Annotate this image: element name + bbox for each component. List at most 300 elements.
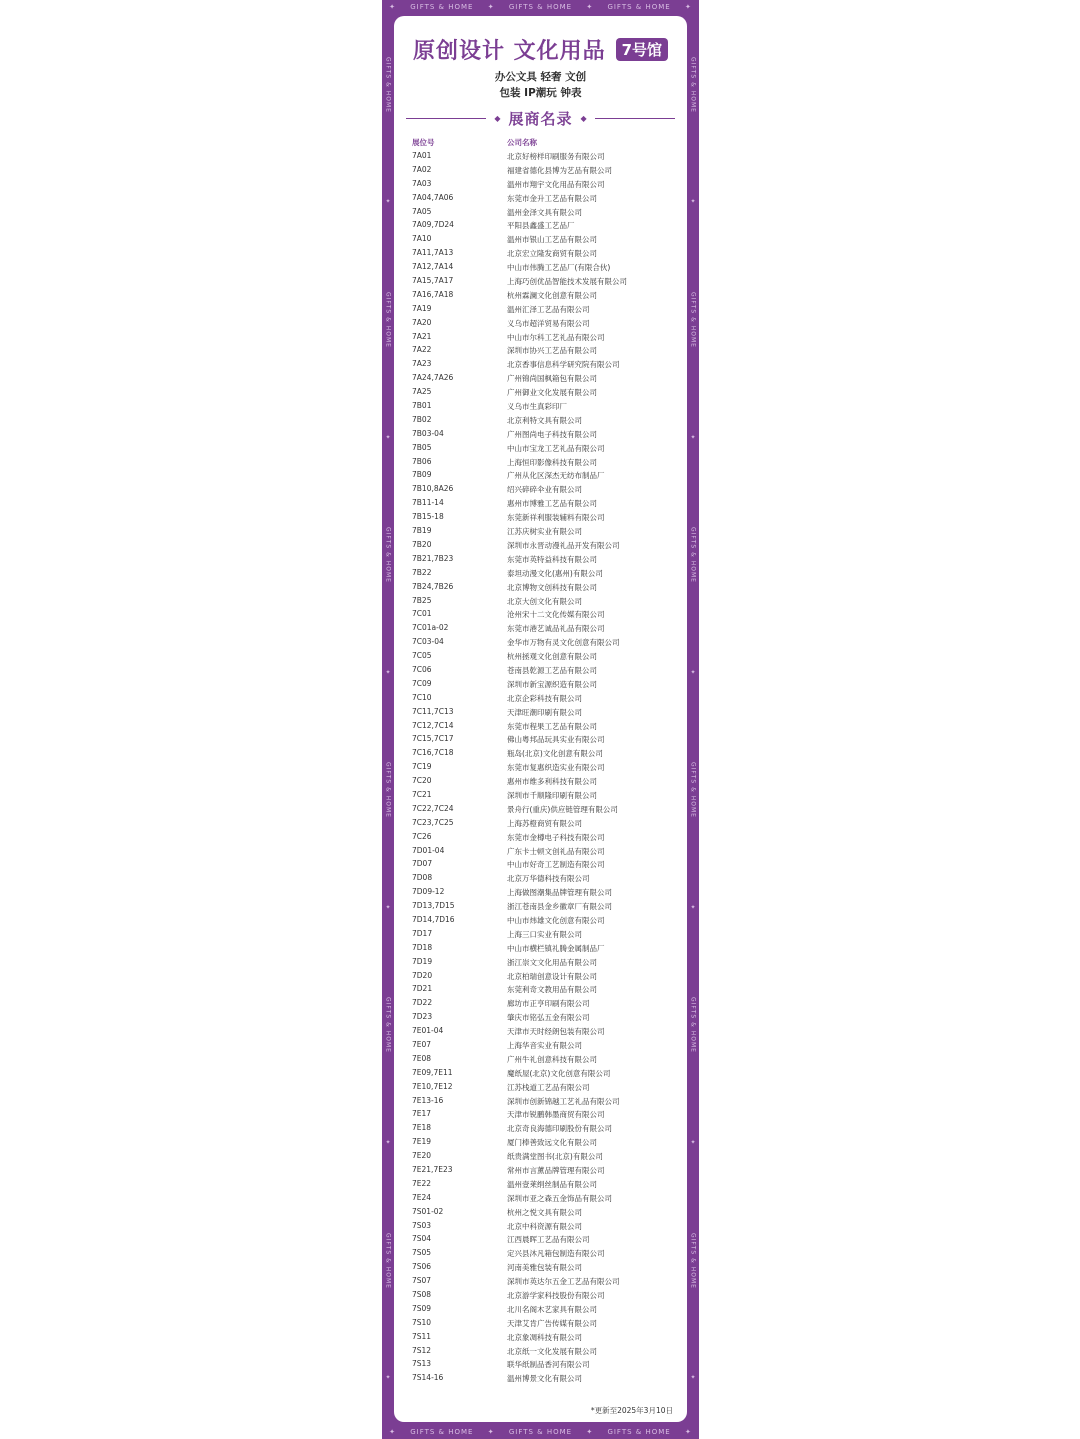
- table-row: [394, 206, 687, 220]
- booth-number: 7B02: [412, 414, 432, 424]
- border-text: GIFTS & HOME: [384, 997, 392, 1054]
- table-row: [394, 469, 687, 483]
- company-name: 佛山粤邦品玩具实业有限公司: [507, 735, 605, 745]
- table-row: [394, 1011, 687, 1025]
- border-text: GIFTS & HOME: [607, 1428, 671, 1436]
- booth-number: 7E13-16: [412, 1095, 444, 1105]
- update-note: *更新至2025年3月10日: [590, 1406, 673, 1415]
- booth-number: 7C19: [412, 762, 432, 772]
- table-row: [394, 1358, 687, 1372]
- booth-number: 7B25: [412, 595, 432, 605]
- border-star-icon: ✦: [689, 1374, 697, 1383]
- company-name: 广州牛礼创意科技有限公司: [507, 1054, 597, 1064]
- company-name: 金华市万物有灵文化创意有限公司: [507, 638, 620, 648]
- border-star-icon: ✦: [389, 3, 396, 11]
- booth-number: 7B22: [412, 567, 432, 577]
- booth-number: 7S04: [412, 1234, 432, 1244]
- table-row: [394, 1247, 687, 1261]
- table-row: [394, 386, 687, 400]
- company-name: 景舟行(重庆)供应链管理有限公司: [507, 804, 618, 814]
- booth-number: 7C23,7C25: [412, 817, 454, 827]
- border-text: GIFTS & HOME: [689, 56, 697, 113]
- table-row: [394, 428, 687, 442]
- table-row: [394, 1220, 687, 1234]
- table-row: [394, 1345, 687, 1359]
- table-row: [394, 1192, 687, 1206]
- company-name: 深圳市千顺隆印刷有限公司: [507, 790, 597, 800]
- booth-number: 7S08: [412, 1290, 432, 1300]
- booth-number: 7S03: [412, 1220, 432, 1230]
- company-name: 深圳市创新锦越工艺礼品有限公司: [507, 1096, 620, 1106]
- table-row: [394, 331, 687, 345]
- table-row: [394, 1108, 687, 1122]
- table-row: [394, 872, 687, 886]
- company-name: 北京游学家科技股份有限公司: [507, 1291, 605, 1301]
- border-text: GIFTS & HOME: [384, 291, 392, 348]
- border-star-icon: ✦: [487, 3, 495, 11]
- booth-number: 7E22: [412, 1178, 432, 1188]
- booth-number: 7A12,7A14: [412, 262, 454, 272]
- table-row: [394, 303, 687, 317]
- booth-number: 7C10: [412, 692, 432, 702]
- table-row: [394, 581, 687, 595]
- company-name: 魔纸屋(北京)文化创意有限公司: [507, 1068, 611, 1078]
- company-name: 东莞市复惠织造实业有限公司: [507, 763, 605, 773]
- company-name: 东莞利奇文教用品有限公司: [507, 985, 597, 995]
- table-row: [394, 1303, 687, 1317]
- border-star-icon: ✦: [384, 668, 392, 677]
- border-star-icon: ✦: [684, 1428, 692, 1436]
- booth-number: 7C20: [412, 776, 432, 786]
- border-text: GIFTS & HOME: [689, 762, 697, 819]
- table-row: [394, 1206, 687, 1220]
- booth-number: 7C06: [412, 664, 432, 674]
- company-name: 温州汇泽工艺品有限公司: [507, 304, 590, 314]
- company-name: 上海做图潮集品牌管理有限公司: [507, 888, 612, 898]
- company-name: 东莞新祥利服装辅料有限公司: [507, 513, 605, 523]
- right-border: [687, 14, 699, 1425]
- booth-number: 7S09: [412, 1303, 432, 1313]
- company-name: 深圳市协兴工艺品有限公司: [507, 346, 597, 356]
- booth-number: 7A10: [412, 234, 432, 244]
- company-name: 中山市宝龙工艺礼品有限公司: [507, 443, 605, 453]
- table-row: [394, 1025, 687, 1039]
- company-name: 温州金泽文具有限公司: [507, 207, 582, 217]
- company-name: 深圳市英达尔五金工艺品有限公司: [507, 1277, 620, 1287]
- company-name: 北京香事信息科学研究院有限公司: [507, 360, 620, 370]
- booth-number: 7B24,7B26: [412, 581, 454, 591]
- booth-number: 7B06: [412, 456, 432, 466]
- booth-number: 7B01: [412, 401, 432, 411]
- company-name: 广州图尚电子科技有限公司: [507, 429, 597, 439]
- table-row: [394, 511, 687, 525]
- company-name: 广州御业文化发展有限公司: [507, 388, 597, 398]
- company-name: 浙江崇文文化用品有限公司: [507, 957, 597, 967]
- booth-number: 7A09,7D24: [412, 220, 454, 230]
- table-row: [394, 845, 687, 859]
- booth-number: 7A22: [412, 345, 432, 355]
- table-row: [394, 928, 687, 942]
- company-name: 北京中科资源有限公司: [507, 1221, 582, 1231]
- table-row: [394, 344, 687, 358]
- diamond-icon: ◆: [580, 114, 587, 123]
- company-name: 东莞市金樽电子科技有限公司: [507, 832, 605, 842]
- company-name: 平阳县鑫盛工艺品厂: [507, 221, 575, 231]
- page-title: 原创设计 文化用品: [412, 39, 606, 64]
- company-name: 深圳市永晋动漫礼品开发有限公司: [507, 540, 620, 550]
- booth-number: 7C12,7C14: [412, 720, 454, 730]
- table-row: [394, 372, 687, 386]
- table-row: [394, 817, 687, 831]
- table-row: [394, 858, 687, 872]
- booth-number: 7A21: [412, 331, 432, 341]
- booth-number: 7D22: [412, 998, 433, 1008]
- border-star-icon: ✦: [689, 433, 697, 442]
- company-name: 江苏庆树实业有限公司: [507, 527, 582, 537]
- booth-number: 7E10,7E12: [412, 1081, 453, 1091]
- company-name: 江苏栈道工艺品有限公司: [507, 1082, 590, 1092]
- table-row: [394, 1317, 687, 1331]
- border-text: GIFTS & HOME: [689, 527, 697, 584]
- table-row: [394, 1178, 687, 1192]
- border-text: GIFTS & HOME: [384, 762, 392, 819]
- company-name: 上海恒印影像科技有限公司: [507, 457, 597, 467]
- table-row: [394, 608, 687, 622]
- table-row: [394, 636, 687, 650]
- border-star-icon: ✦: [689, 198, 697, 207]
- table-row: [394, 970, 687, 984]
- company-name: 北京象凋科技有限公司: [507, 1332, 582, 1342]
- table-row: [394, 983, 687, 997]
- table-row: [394, 1039, 687, 1053]
- table-row: [394, 261, 687, 275]
- booth-number: 7S12: [412, 1345, 432, 1355]
- booth-number: 7S06: [412, 1262, 432, 1272]
- border-text: GIFTS & HOME: [689, 291, 697, 348]
- booth-number: 7B10,8A26: [412, 484, 454, 494]
- border-text: GIFTS & HOME: [689, 1232, 697, 1289]
- border-text: GIFTS & HOME: [410, 3, 474, 11]
- border-text: GIFTS & HOME: [384, 527, 392, 584]
- company-name: 定兴县沐凡箱包制造有限公司: [507, 1249, 605, 1259]
- company-name: 深圳市亚之森五金饰品有限公司: [507, 1193, 612, 1203]
- company-name: 东莞市英特益科技有限公司: [507, 554, 597, 564]
- company-name: 天津市锐鹏韩墨商贸有限公司: [507, 1110, 605, 1120]
- booth-number: 7S07: [412, 1276, 432, 1286]
- company-name: 杭州霖澜文化创意有限公司: [507, 290, 597, 300]
- company-name: 广东卡士顿文创礼品有限公司: [507, 846, 605, 856]
- company-name: 泰坦动漫文化(惠州)有限公司: [507, 568, 603, 578]
- booth-number: 7D09-12: [412, 887, 445, 897]
- table-row: [394, 539, 687, 553]
- booth-number: 7S14-16: [412, 1373, 444, 1383]
- booth-number: 7D20: [412, 970, 433, 980]
- divider-right: [595, 118, 675, 119]
- company-name: 广州锦尚国枫箱包有限公司: [507, 374, 597, 384]
- company-name: 中山市伟腾工艺品厂(有限合伙): [507, 263, 611, 273]
- table-row: [394, 192, 687, 206]
- booth-number: 7A02: [412, 164, 432, 174]
- table-row: [394, 553, 687, 567]
- company-name: 北川名阁木艺家具有限公司: [507, 1304, 597, 1314]
- table-row: [394, 247, 687, 261]
- border-star-icon: ✦: [684, 3, 692, 11]
- table-row: [394, 150, 687, 164]
- title-row: [394, 34, 687, 65]
- table-row: [394, 914, 687, 928]
- table-row: [394, 275, 687, 289]
- booth-number: 7B21,7B23: [412, 553, 454, 563]
- booth-number: 7S11: [412, 1331, 432, 1341]
- table-row: [394, 664, 687, 678]
- table-row: [394, 622, 687, 636]
- company-name: 北京好榜样印刷服务有限公司: [507, 152, 605, 161]
- border-star-icon: ✦: [689, 668, 697, 677]
- company-name: 福建省德化县博为艺品有限公司: [507, 165, 612, 175]
- border-star-icon: ✦: [689, 1138, 697, 1147]
- company-name: 广州从化区深杰无纺布制品厂: [507, 471, 605, 481]
- border-text: GIFTS & HOME: [410, 1428, 474, 1436]
- booth-number: 7S13: [412, 1359, 432, 1369]
- table-row: [394, 233, 687, 247]
- booth-number: 7C15,7C17: [412, 734, 454, 744]
- booth-number: 7D01-04: [412, 845, 445, 855]
- column-header-booth: 展位号: [412, 138, 435, 147]
- company-name: 北京柏瑞创意设计有限公司: [507, 971, 597, 981]
- table-row: [394, 900, 687, 914]
- table-row: [394, 456, 687, 470]
- company-name: 义乌市生真彩印厂: [507, 402, 567, 412]
- booth-number: 7A25: [412, 387, 432, 397]
- table-row: [394, 442, 687, 456]
- company-name: 东莞市程果工艺品有限公司: [507, 721, 597, 731]
- table-row: [394, 997, 687, 1011]
- category-line-2: 包装 IP潮玩 钟表: [499, 87, 582, 99]
- company-name: 廊坊市正亨印刷有限公司: [507, 999, 590, 1009]
- company-name: 惠州市博雅工艺品有限公司: [507, 499, 597, 509]
- company-name: 深圳市新宝源织造有限公司: [507, 679, 597, 689]
- booth-number: 7E01-04: [412, 1026, 444, 1036]
- booth-number: 7C11,7C13: [412, 706, 454, 716]
- booth-number: 7E21,7E23: [412, 1165, 453, 1175]
- company-name: 沧州宋十二文化传媒有限公司: [507, 610, 605, 620]
- company-name: 河南美雅包装有限公司: [507, 1263, 582, 1273]
- table-row: [394, 692, 687, 706]
- border-star-icon: ✦: [384, 903, 392, 912]
- table-row: [394, 1164, 687, 1178]
- company-name: 上海三口实业有限公司: [507, 929, 582, 939]
- company-name: 苍南县乾源工艺品有限公司: [507, 665, 597, 675]
- booth-number: 7E07: [412, 1040, 432, 1049]
- table-row: [394, 678, 687, 692]
- booth-number: 7A24,7A26: [412, 373, 454, 383]
- booth-number: 7C16,7C18: [412, 748, 454, 758]
- exhibitor-list: [394, 150, 687, 1386]
- table-row: [394, 400, 687, 414]
- company-name: 北京宏立隆发商贸有限公司: [507, 249, 597, 259]
- booth-number: 7B19: [412, 526, 432, 536]
- booth-number: 7C03-04: [412, 637, 444, 647]
- booth-number: 7B20: [412, 539, 432, 549]
- section-heading: [394, 108, 687, 129]
- table-row: [394, 733, 687, 747]
- table-row: [394, 595, 687, 609]
- booth-number: 7D07: [412, 859, 433, 869]
- company-name: 绍兴碎碎伞业有限公司: [507, 485, 582, 495]
- company-name: 温州博景文化有限公司: [507, 1374, 582, 1384]
- booth-number: 7C09: [412, 678, 432, 688]
- booth-number: 7B15-18: [412, 512, 444, 522]
- company-name: 温州市翔宇文化用品有限公司: [507, 179, 605, 189]
- booth-number: 7S05: [412, 1248, 432, 1258]
- company-name: 温州市银山工艺品有限公司: [507, 235, 597, 245]
- border-star-icon: ✦: [384, 1138, 392, 1147]
- border-star-icon: ✦: [384, 1374, 392, 1383]
- table-row: [394, 886, 687, 900]
- border-text: GIFTS & HOME: [508, 1428, 573, 1436]
- border-text: GIFTS & HOME: [607, 3, 671, 11]
- table-row: [394, 1261, 687, 1275]
- border-star-icon: ✦: [689, 903, 697, 912]
- booth-number: 7A11,7A13: [412, 248, 454, 258]
- table-row: [394, 219, 687, 233]
- company-name: 纸贵满堂图书(北京)有限公司: [507, 1152, 603, 1162]
- company-name: 上海苏橙商贸有限公司: [507, 818, 582, 828]
- table-row: [394, 1122, 687, 1136]
- table-row: [394, 761, 687, 775]
- table-row: [394, 1136, 687, 1150]
- company-name: 北京纸一文化发展有限公司: [507, 1346, 597, 1356]
- table-row: [394, 1233, 687, 1247]
- booth-number: 7E09,7E11: [412, 1067, 453, 1077]
- booth-number: 7E20: [412, 1151, 432, 1161]
- booth-number: 7C01a-02: [412, 623, 449, 633]
- booth-number: 7A01: [412, 151, 432, 160]
- divider-left: [406, 118, 486, 119]
- company-name: 联华纸制品香河有限公司: [507, 1360, 590, 1370]
- table-row: [394, 775, 687, 789]
- booth-number: 7C01: [412, 609, 432, 619]
- booth-number: 7E19: [412, 1137, 432, 1147]
- company-name: 上海华音实业有限公司: [507, 1041, 582, 1050]
- booth-number: 7C22,7C24: [412, 803, 454, 813]
- border-text: GIFTS & HOME: [384, 1232, 392, 1289]
- table-row: [394, 803, 687, 817]
- border-star-icon: ✦: [586, 1428, 594, 1436]
- booth-number: 7A20: [412, 317, 432, 327]
- company-name: 惠州市维多利科技有限公司: [507, 777, 597, 787]
- border-star-icon: ✦: [384, 198, 392, 207]
- booth-number: 7A15,7A17: [412, 276, 454, 286]
- table-row: [394, 414, 687, 428]
- booth-number: 7B09: [412, 470, 432, 480]
- booth-number: 7A23: [412, 359, 432, 369]
- booth-number: 7A05: [412, 206, 432, 216]
- company-name: 中山市横栏镇礼腾金属制品厂: [507, 943, 605, 953]
- table-row: [394, 942, 687, 956]
- booth-number: 7D19: [412, 956, 433, 966]
- booth-number: 7S01-02: [412, 1206, 444, 1216]
- booth-number: 7A04,7A06: [412, 192, 454, 202]
- booth-number: 7A16,7A18: [412, 289, 454, 299]
- table-row: [394, 789, 687, 803]
- company-name: 天津艾肯广告传媒有限公司: [507, 1318, 597, 1328]
- company-name: 浙江苍南县金乡徽章厂有限公司: [507, 902, 612, 912]
- company-name: 瓶岛(北京)文化创意有限公司: [507, 749, 603, 759]
- table-row: [394, 525, 687, 539]
- table-row: [394, 1275, 687, 1289]
- booth-number: 7D18: [412, 942, 433, 952]
- company-name: 北京利特文具有限公司: [507, 415, 582, 425]
- company-name: 天津市天时经朗包装有限公司: [507, 1027, 605, 1037]
- booth-number: 7E24: [412, 1192, 432, 1202]
- category-line-1: 办公文具 轻奢 文创: [494, 71, 587, 83]
- table-row: [394, 1372, 687, 1386]
- directory-panel: [394, 16, 687, 1422]
- booth-number: 7B03-04: [412, 428, 444, 438]
- company-name: 北京万华德科技有限公司: [507, 874, 590, 884]
- company-name: 北京博物文创科技有限公司: [507, 582, 597, 592]
- company-name: 中山市尔科工艺礼品有限公司: [507, 332, 605, 342]
- company-name: 常州市言薰品牌管理有限公司: [507, 1166, 605, 1176]
- company-name: 北京奇良海德印刷股份有限公司: [507, 1124, 612, 1134]
- booth-number: 7S10: [412, 1317, 432, 1327]
- booth-number: 7C05: [412, 651, 432, 661]
- company-name: 中山市好奇工艺制造有限公司: [507, 860, 605, 870]
- table-row: [394, 178, 687, 192]
- table-row: [394, 567, 687, 581]
- border-star-icon: ✦: [586, 3, 594, 11]
- booth-number: 7A19: [412, 303, 432, 313]
- table-row: [394, 358, 687, 372]
- company-name: 中山市炜雄文化创意有限公司: [507, 915, 605, 925]
- table-row: [394, 483, 687, 497]
- table-row: [394, 1289, 687, 1303]
- border-text: GIFTS & HOME: [508, 3, 573, 11]
- booth-number: 7E18: [412, 1123, 432, 1133]
- company-name: 东莞市港艺诚品礼品有限公司: [507, 624, 605, 634]
- table-row: [394, 1053, 687, 1067]
- company-name: 义乌市超洋贸易有限公司: [507, 318, 590, 328]
- company-name: 东莞市金升工艺品有限公司: [507, 193, 597, 203]
- table-row: [394, 164, 687, 178]
- table-row: [394, 1067, 687, 1081]
- border-star-icon: ✦: [384, 433, 392, 442]
- table-row: [394, 1150, 687, 1164]
- table-row: [394, 317, 687, 331]
- booth-number: 7E08: [412, 1053, 432, 1063]
- booth-number: 7D13,7D15: [412, 901, 455, 911]
- company-name: 杭州之悦文具有限公司: [507, 1207, 582, 1217]
- table-row: [394, 706, 687, 720]
- table-row: [394, 747, 687, 761]
- company-name: 江西晨晖工艺品有限公司: [507, 1235, 590, 1245]
- company-name: 天津旺潮印刷有限公司: [507, 707, 582, 717]
- company-name: 厦门棒善致远文化有限公司: [507, 1138, 597, 1148]
- table-row: [394, 956, 687, 970]
- booth-number: 7C26: [412, 831, 432, 841]
- company-name: 温州壹莱绢丝制品有限公司: [507, 1179, 597, 1189]
- booth-number: 7D21: [412, 984, 433, 994]
- table-row: [394, 289, 687, 303]
- company-name: 杭州拯观文化创意有限公司: [507, 652, 597, 662]
- booth-number: 7D17: [412, 928, 433, 938]
- booth-number: 7D08: [412, 873, 433, 883]
- table-row: [394, 831, 687, 845]
- diamond-icon: ◆: [494, 114, 501, 123]
- table-row: [394, 720, 687, 734]
- company-name: 上海巧创优品智能技术发展有限公司: [507, 277, 627, 287]
